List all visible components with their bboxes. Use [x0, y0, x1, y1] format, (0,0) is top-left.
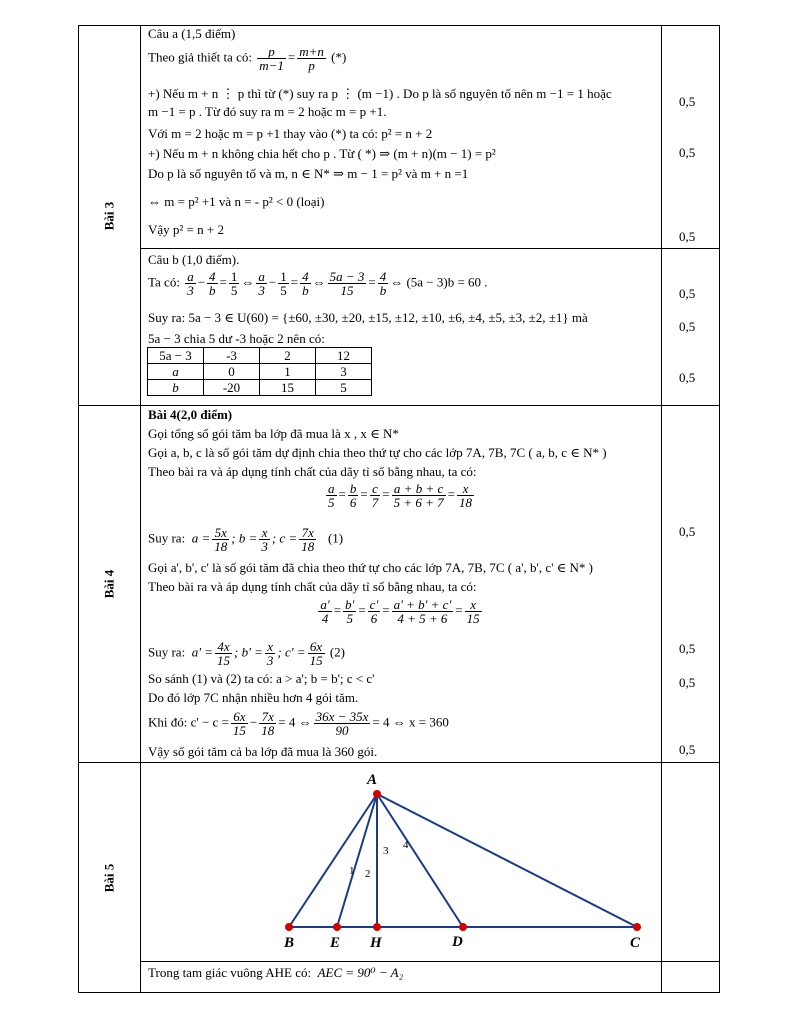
label-b: B	[284, 935, 295, 951]
score: 0,5	[679, 675, 696, 690]
bai4-line-4: Suy ra: a = $\frac{5x}{18}$ ; b = $\frac{x}{3}$ ; c = $\frac{7x}{18}$ (1)	[148, 525, 344, 554]
score: 0,5	[679, 229, 696, 244]
cau-a-line-2: +) Nếu m + n ⋮ p thì từ (*) suy ra p ⋮ (m −1) . Do p là số nguyên tố nên m −1 = 1 hoặc	[148, 86, 612, 101]
label-c: C	[630, 935, 641, 951]
score: 0,5	[679, 286, 696, 301]
cau-a-line-1: Theo giả thiết ta có: $\frac{p}{m-1}$ = $\frac{m+n}{p}$ (*)	[148, 44, 347, 73]
score: 0,5	[679, 370, 696, 385]
bai4-equation-2: $\frac{a'}{4}$ = $\frac{b'}{5}$ = $\frac{c'}{6}$ = $\frac{a' + b' + c'}{4 + 5 + 6}$ = $\frac{x}{15}$	[320, 597, 480, 626]
cau-b-line-2: Suy ra: 5a − 3 ∈ U(60) = {±60, ±30, ±20, ±15, ±12, ±10, ±6, ±4, ±5, ±3, ±2, ±1} mà	[148, 310, 588, 325]
bai4-line-7: Suy ra: a' = $\frac{4x}{15}$ ; b' = $\frac{x}{3}$ ; c' = $\frac{6x}{15}$ (2)	[148, 639, 345, 668]
point-d	[459, 923, 467, 931]
row-divider-bai5-text	[140, 961, 719, 962]
cau-a-title: Câu a (1,5 điểm)	[148, 26, 236, 41]
bai4-line-11: Vậy số gói tăm cả ba lớp đã mua là 360 gói.	[148, 744, 378, 759]
cau-b-title: Câu b (1,0 điểm).	[148, 252, 240, 267]
table-row: 5a − 3 -3 2 12	[148, 348, 372, 364]
bai4-line-9: Do đó lớp 7C nhận nhiều hơn 4 gói tăm.	[148, 690, 359, 705]
label-e: E	[330, 935, 341, 951]
cau-a-line-4: Với m = 2 hoặc m = p +1 thay vào (*) ta có: p² = n + 2	[148, 126, 433, 141]
cau-b-line-3: 5a − 3 chia 5 dư -3 hoặc 2 nên có:	[148, 331, 325, 346]
segment-ae	[337, 794, 377, 927]
label-a: A	[367, 772, 378, 788]
value-table	[147, 347, 372, 396]
bai4-title: Bài 4(2,0 điểm)	[148, 407, 233, 422]
score: 0,5	[679, 94, 696, 109]
score: 0,5	[679, 641, 696, 656]
bai4-line-8: So sánh (1) và (2) ta có: a > a'; b = b'; c < c'	[148, 671, 375, 686]
point-c	[633, 923, 641, 931]
point-a	[373, 790, 381, 798]
row-divider-cau-b	[140, 248, 719, 249]
fraction: $\frac{m+n}{p}$	[299, 44, 324, 73]
row-divider-bai3-bai4	[79, 405, 719, 406]
table-row: b -20 15 5	[148, 380, 372, 396]
angle-label-3: 3	[383, 845, 389, 857]
bai4-line-10: Khi đó: c' − c = $\frac{6x}{15}$ − $\frac{7x}{18}$ = 4 ⇔ $\frac{36x - 35x}{90}$ = 4 ⇔ x = 360	[148, 709, 449, 738]
cau-a-line-3: m −1 = p . Từ đó suy ra m = 2 hoặc m = p +1.	[148, 104, 387, 119]
point-b	[285, 923, 293, 931]
answer-table	[78, 25, 720, 993]
bai4-equation-1: $\frac{a}{5}$ = $\frac{b}{6}$ = $\frac{c}{7}$ = $\frac{a + b + c}{5 + 6 + 7}$ = $\frac{x}{18}$	[328, 481, 472, 510]
point-h	[373, 923, 381, 931]
bai4-line-2: Gọi a, b, c là số gói tăm dự định chia theo thứ tự cho các lớp 7A, 7B, 7C ( a, b, c ∈ N* )	[148, 445, 607, 460]
angle-label-4: 4	[403, 839, 409, 851]
score: 0,5	[679, 145, 696, 160]
label-h: H	[370, 935, 382, 951]
cau-a-line-7: ⇔ m = p² +1 và n = - p² < 0 (loại)	[148, 194, 325, 209]
angle-label-2: 2	[365, 868, 371, 880]
angle-label-1: 1	[349, 865, 355, 877]
triangle-points	[285, 790, 641, 931]
fraction: $\frac{p}{m-1}$	[259, 44, 284, 73]
cau-b-line-1: Ta có: $\frac{a}{3}$ − $\frac{4}{b}$ = $\frac{1}{5}$ ⇔ $\frac{a}{3}$ − $\frac{1}{5}$ = $\frac{4}{b}$ ⇔ $\frac{5a - 3}{15}$ = $\frac{4}{b}$ ⇔ (5a − 3)b = 60 .	[148, 269, 488, 298]
point-e	[333, 923, 341, 931]
cau-a-line-8: Vậy p² = n + 2	[148, 222, 224, 237]
row-label-bai4: Bài 4	[101, 569, 117, 598]
label-d: D	[452, 934, 463, 950]
score: 0,5	[679, 524, 696, 539]
bai5-line-1: Trong tam giác vuông AHE có: AEC = 90⁰ − A₂	[148, 965, 404, 980]
column-divider-right	[661, 26, 662, 992]
score: 0,5	[679, 742, 696, 757]
bai4-line-1: Gọi tổng số gói tăm ba lớp đã mua là x , x ∈ N*	[148, 426, 399, 441]
cau-a-line-5: +) Nếu m + n không chia hết cho p . Từ ( *) ⇒ (m + n)(m − 1) = p²	[148, 146, 496, 161]
cau-a-line-6: Do p là số nguyên tố và m, n ∈ N* ⇒ m − 1 = p² và m + n =1	[148, 166, 469, 181]
row-label-bai5: Bài 5	[101, 863, 117, 893]
row-divider-bai4-bai5	[79, 762, 719, 763]
bai4-line-5: Gọi a', b', c' là số gói tăm đã chia theo thứ tự cho các lớp 7A, 7B, 7C ( a', b', c' ∈ N* )	[148, 560, 594, 575]
row-label-bai3: Bài 3	[101, 201, 117, 230]
bai4-line-6: Theo bài ra và áp dụng tính chất của dãy tỉ số bằng nhau, ta có:	[148, 579, 477, 594]
score: 0,5	[679, 319, 696, 334]
triangle-diagram	[140, 764, 660, 960]
segment-ab	[289, 794, 377, 927]
triangle-lines	[289, 794, 637, 927]
bai4-line-3: Theo bài ra và áp dụng tính chất của dãy tỉ số bằng nhau, ta có:	[148, 464, 477, 479]
segment-ad	[377, 794, 463, 927]
table-row: a 0 1 3	[148, 364, 372, 380]
segment-ac	[377, 794, 637, 927]
